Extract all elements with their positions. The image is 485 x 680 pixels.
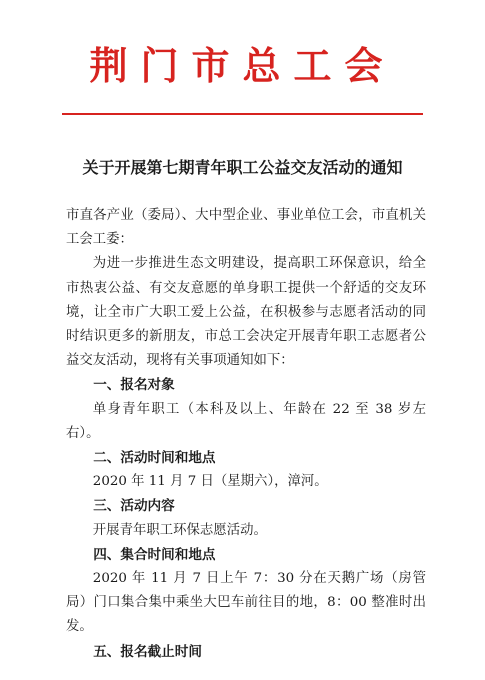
notice-body xyxy=(66,204,426,664)
section-text-3: 开展青年职工环保志愿活动。 xyxy=(92,522,267,538)
addressee-paragraph: 市直各产业（委局）、大中型企业、事业单位工会，市直机关工会工委： xyxy=(66,208,426,248)
section-text-2: 2020 年 11 月 7 日（星期六），漳河。 xyxy=(92,474,328,490)
section-text-1: 单身青年职工（本科及以上、年龄在 22 至 38 岁左右）。 xyxy=(66,401,426,441)
org-header-title: 荆门市总工会 xyxy=(89,43,396,88)
section-heading-1: 一、报名对象 xyxy=(93,377,175,394)
notice-title: 关于开展第七期青年职工公益交友活动的通知 xyxy=(82,158,403,177)
red-divider-line xyxy=(62,113,423,115)
section-heading-5: 五、报名截止时间 xyxy=(93,643,202,660)
section-heading-4: 四、集合时间和地点 xyxy=(93,546,216,563)
intro-paragraph: 为进一步推进生态文明建设，提高职工环保意识，给全市热衷公益、有交友意愿的单身职工提供一个舒适的交友环境，让全市广大职工爱上公益，在积极参与志愿者活动的同时结识更多的新朋友，市总工会决定开展青年职工志愿者公益交友活动，现将有关事项通知如下： xyxy=(66,256,426,369)
section-text-4: 2020 年 11 月 7 日上午 7：30 分在天鹅广场（房管局）门口集合集中乘坐大巴车前往目的地，8：00 整准时出发。 xyxy=(66,571,426,635)
section-heading-3: 三、活动内容 xyxy=(93,498,175,515)
section-heading-2: 二、活动时间和地点 xyxy=(93,450,216,467)
